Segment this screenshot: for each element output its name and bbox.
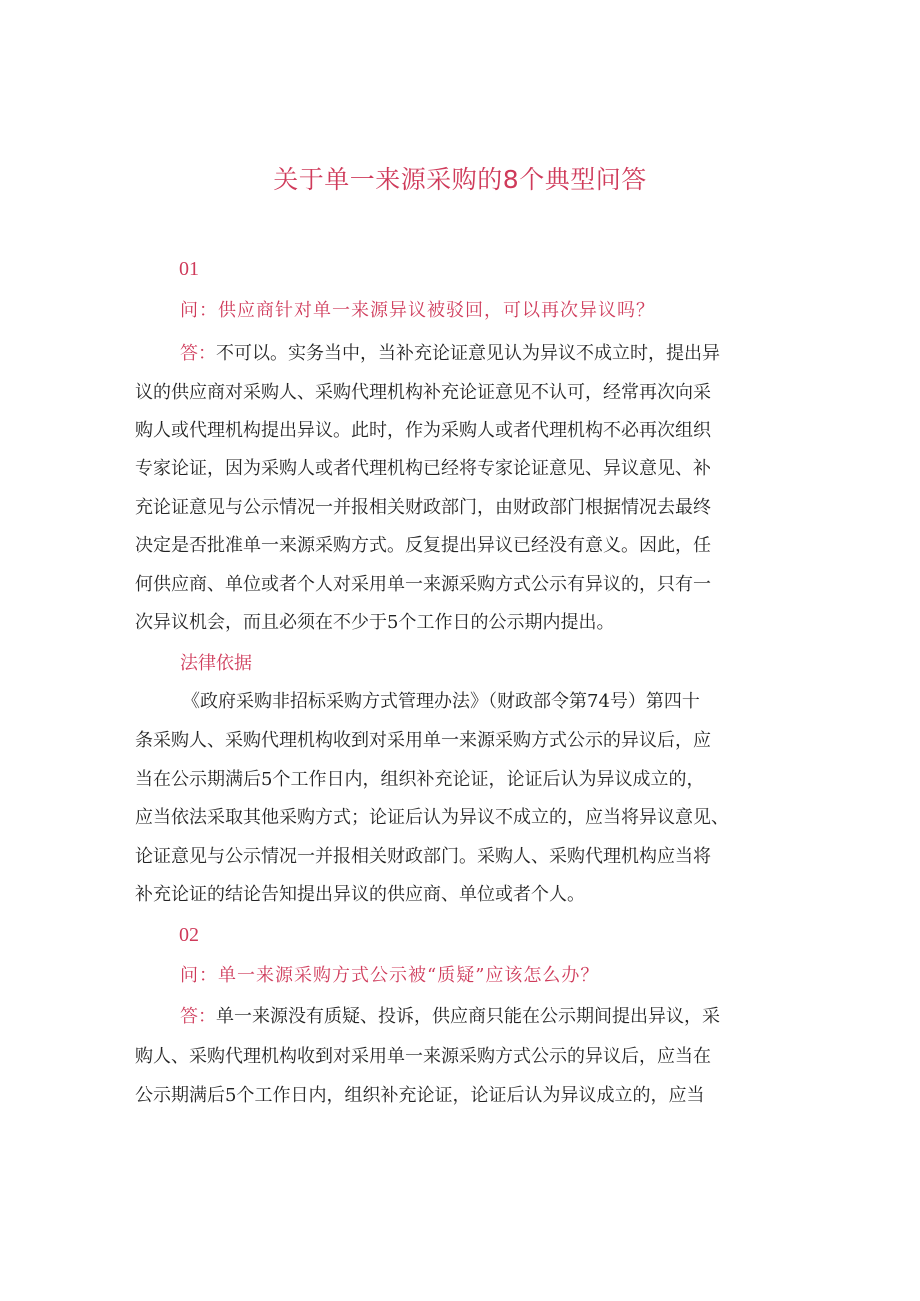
answer-paragraph-line: 购人或代理机构提出异议。此时，作为采购人或者代理机构不必再次组织	[135, 420, 711, 441]
answer-text: 不可以。实务当中，当补充论证意见认为异议不成立时，提出异	[216, 343, 720, 364]
answer-paragraph-line: 专家论证，因为采购人或者代理机构已经将专家论证意见、异议意见、补	[135, 458, 711, 479]
answer-paragraph-line	[180, 1005, 720, 1029]
question-text: 问：供应商针对单一来源异议被驳回，可以再次异议吗？	[180, 300, 655, 321]
answer-paragraph-line: 购人、采购代理机构收到对采用单一来源采购方式公示的异议后，应当在	[135, 1046, 711, 1067]
legal-basis-line: 《政府采购非招标采购方式管理办法》（财政部令第74号）第四十	[182, 691, 700, 712]
question-text: 问：单一来源采购方式公示被“质疑”应该怎么办？	[180, 965, 600, 986]
legal-basis-line: 论证意见与公示情况一并报相关财政部门。采购人、采购代理机构应当将	[135, 846, 711, 867]
answer-paragraph-line: 充论证意见与公示情况一并报相关财政部门，由财政部门根据情况去最终	[135, 497, 711, 518]
answer-paragraph-line: 决定是否批准单一来源采购方式。反复提出异议已经没有意义。因此，任	[135, 535, 711, 556]
legal-basis-line: 补充论证的结论告知提出异议的供应商、单位或者个人。	[135, 884, 585, 905]
answer-paragraph-line: 何供应商、单位或者个人对采用单一来源采购方式公示有异议的，只有一	[135, 574, 711, 595]
section-number: 01	[179, 258, 199, 280]
answer-prefix: 答：	[180, 1006, 216, 1027]
answer-prefix: 答：	[180, 343, 216, 364]
answer-paragraph-line: 次异议机会，而且必须在不少于5个工作日的公示期内提出。	[135, 612, 615, 633]
page-title: 关于单一来源采购的8个典型问答	[273, 165, 647, 194]
legal-basis-line: 应当依法采取其他采购方式；论证后认为异议不成立的，应当将异议意见、	[135, 807, 729, 828]
answer-paragraph-line: 公示期满后5个工作日内，组织补充论证，论证后认为异议成立的，应当	[135, 1085, 705, 1106]
legal-basis-line: 当在公示期满后5个工作日内，组织补充论证，论证后认为异议成立的，	[135, 769, 705, 790]
answer-text: 单一来源没有质疑、投诉，供应商只能在公示期间提出异议，采	[216, 1006, 720, 1027]
answer-paragraph-line	[180, 342, 720, 366]
legal-basis-line: 条采购人、采购代理机构收到对采用单一来源采购方式公示的异议后，应	[135, 730, 711, 751]
answer-paragraph-line: 议的供应商对采购人、采购代理机构补充论证意见不认可，经常再次向采	[135, 382, 711, 403]
section-number: 02	[179, 924, 199, 946]
legal-basis-label: 法律依据	[180, 653, 252, 674]
